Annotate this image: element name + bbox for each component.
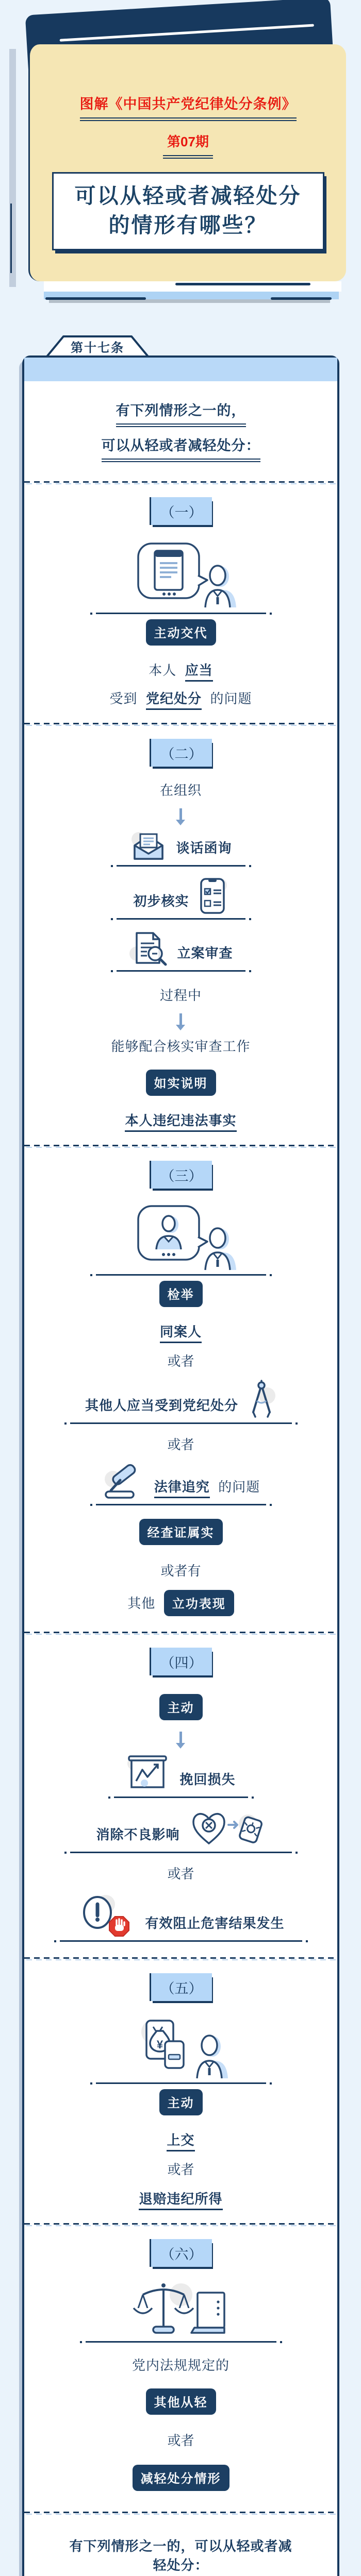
- sec4-item1: 挽回损失: [179, 1772, 236, 1787]
- dashed-divider: [24, 1145, 337, 1148]
- step-case-row: [24, 930, 337, 967]
- sec2-line1: 能够配合核实审查工作: [111, 1039, 251, 1054]
- dashed-divider: [24, 481, 337, 485]
- page-band-line-left: [45, 297, 146, 300]
- page-title-line1: 可以从轻或者减轻处分: [74, 184, 302, 208]
- page-title-line2: 的情形有哪些？: [108, 213, 268, 238]
- section-2-number: （二）: [150, 739, 212, 767]
- hand-over-money-icon: [132, 2014, 230, 2079]
- sec3-line3-emphasis: 法律追究: [154, 1479, 210, 1498]
- law-scales-book-icon: [129, 2280, 233, 2338]
- section-1-number: （一）: [150, 497, 212, 525]
- sec5-line1: 上交: [167, 2132, 194, 2151]
- dashed-divider: [24, 1957, 337, 1961]
- sec2-line2: 本人违纪违法事实: [125, 1113, 236, 1132]
- compass-icon: [247, 1380, 276, 1419]
- article-tab-label: 第十七条: [71, 341, 124, 355]
- sec3-or1: 或者: [167, 1353, 194, 1369]
- verified-badge: 经查证属实: [139, 1519, 223, 1545]
- page-band-line: [175, 283, 310, 285]
- icon-underline: [117, 865, 245, 867]
- dashed-divider: [24, 1632, 337, 1635]
- sec3-line4-pre: 其他: [127, 1596, 156, 1611]
- issue-number: 第07期: [163, 131, 213, 159]
- icon-underline: [70, 1422, 292, 1424]
- eliminate-impact-row: [24, 1808, 337, 1849]
- intro-line1: 有下列情形之一的，: [116, 399, 246, 427]
- page-edge-decoration: [9, 49, 16, 287]
- sec1-line1-pre: 本人: [149, 663, 177, 678]
- checklist-icon: [198, 877, 228, 915]
- other-leniency-badge: 其他从轻: [146, 2388, 216, 2415]
- book-cover-slit: [60, 24, 314, 41]
- mitigation-badge: 减轻处分情形: [133, 2465, 229, 2491]
- series-title: 图解《中国共产党纪律处分条例》: [80, 93, 297, 121]
- dashed-divider: [24, 2223, 337, 2227]
- icon-underline: [96, 1504, 266, 1505]
- icon-underline: [114, 1797, 248, 1798]
- icon-underline: [96, 613, 266, 614]
- legal-pursuit-row: [24, 1464, 337, 1501]
- sec2-step2: 初步核实: [133, 893, 189, 909]
- confession-icon: [127, 538, 235, 609]
- stop-warning-icon: [77, 1893, 137, 1937]
- sec3-line3-post: 的问题: [218, 1479, 260, 1495]
- header-book: [0, 0, 361, 355]
- heart-bug-icon: [188, 1808, 266, 1849]
- sec2-step1: 谈话函询: [176, 840, 232, 856]
- sec6-or: 或者: [167, 2433, 194, 2448]
- title-box: [52, 172, 324, 250]
- icon-underline: [70, 1852, 292, 1853]
- section-3: [24, 1161, 337, 1616]
- section-4: [24, 1648, 337, 1942]
- sec2-mid: 过程中: [159, 988, 202, 1003]
- icon-underline: [117, 970, 245, 972]
- merit-badge: 立功表现: [164, 1590, 234, 1616]
- report-badge: 检举: [159, 1281, 203, 1307]
- case-review-icon: [128, 930, 169, 967]
- section-5: [24, 1973, 337, 2208]
- others-discipline-row: [24, 1380, 337, 1419]
- section-2: [24, 739, 337, 1129]
- dashed-divider: [24, 723, 337, 726]
- loss-chart-icon: [126, 1753, 171, 1793]
- sec4-item2: 消除不良影响: [96, 1827, 180, 1842]
- sec3-or3: 或者有: [160, 1563, 201, 1579]
- icon-underline: [96, 1274, 266, 1276]
- icon-underline: [86, 2341, 276, 2343]
- article-card-wrap: [22, 341, 339, 2576]
- gavel-icon: [102, 1464, 146, 1501]
- sec3-line2: 其他人应当受到党纪处分: [85, 1398, 238, 1413]
- sec4-item3: 有效阻止危害结果发生: [145, 1916, 285, 1931]
- sec4-or: 或者: [167, 1866, 194, 1882]
- sec5-line2: 退赔违纪所得: [139, 2191, 222, 2210]
- recover-loss-row: [24, 1753, 337, 1793]
- intro-line2: 可以从轻或者减轻处分：: [102, 434, 260, 462]
- letter-inquiry-icon: [129, 830, 168, 862]
- prevent-harm-row: [24, 1893, 337, 1937]
- regulation-summary: [24, 2536, 337, 2576]
- sec1-line2-post: 的问题: [210, 691, 252, 706]
- confess-badge: 主动交代: [146, 619, 216, 646]
- dashed-divider: [24, 2512, 337, 2515]
- icon-underline: [117, 918, 245, 920]
- sec3-line1: 同案人: [160, 1324, 202, 1343]
- section-3-number: （三）: [150, 1161, 212, 1189]
- icon-underline: [96, 2082, 266, 2084]
- icon-underline: [60, 1940, 302, 1942]
- down-arrow-icon: [179, 808, 182, 820]
- report-others-icon: [127, 1202, 235, 1271]
- sec3-or2: 或者: [167, 1437, 194, 1452]
- sec5-or: 或者: [167, 2162, 194, 2177]
- sec1-line2-pre: 受到: [109, 691, 138, 706]
- cover-card: [28, 44, 346, 281]
- article-tab: [45, 334, 150, 357]
- proactive-badge: 主动: [159, 2089, 203, 2115]
- section-6: [24, 2239, 337, 2496]
- truthful-badge: 如实说明: [146, 1070, 216, 1096]
- sec2-lead: 在组织: [159, 783, 202, 798]
- article-card: [22, 355, 339, 2576]
- down-arrow-icon: [179, 1013, 182, 1025]
- section-4-number: （四）: [150, 1648, 212, 1675]
- step-verify-row: [24, 877, 337, 915]
- page-band-shadow: [49, 299, 330, 303]
- card-top-band: [24, 358, 337, 381]
- proactive-badge: 主动: [159, 1694, 203, 1720]
- page-band-line-right: [271, 297, 332, 300]
- section-5-number: （五）: [150, 1973, 212, 2001]
- section-6-number: （六）: [150, 2239, 212, 2267]
- step-talk-row: [24, 830, 337, 862]
- section-1: [24, 497, 337, 707]
- sec1-line2-emphasis: 党纪处分: [146, 691, 202, 710]
- sec6-lead: 党内法规规定的: [132, 2358, 229, 2373]
- sec2-step3: 立案审查: [177, 945, 233, 961]
- intro-heading: [24, 396, 337, 466]
- svg-text:¥: ¥: [156, 2038, 163, 2051]
- sec1-line1-emphasis: 应当: [185, 663, 213, 682]
- down-arrow-icon: [179, 1732, 182, 1743]
- summary-heading: 有下列情形之一的，可以从轻或者减轻处分：: [69, 2538, 292, 2573]
